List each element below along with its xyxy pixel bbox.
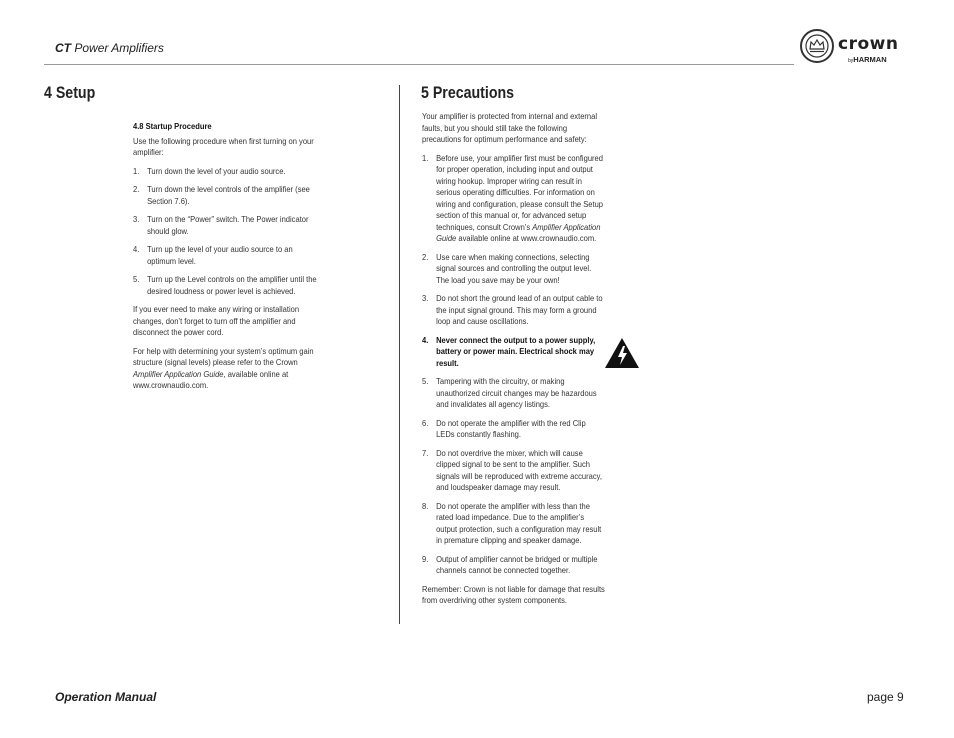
list-item: 3. Do not short the ground lead of an output cable to the input signal ground. This may form a ground loop and cause oscillations.	[422, 293, 603, 326]
column-divider	[399, 85, 400, 624]
gain-help-note: For help with determining your system’s optimum gain structure (signal levels) please refer to the Crown Amplifier Application Guide, available online at www.crownaudio.com.	[133, 345, 314, 390]
list-item: 1. Before use, your amplifier first must be configured for proper operation, including input and output wiring hookup. Improper wiring can result in serious operating difficulties. For information on wiring and configuration, please consult the Setup section of this manual or, for advanced setup techniques, consult Crown’s Amplifier Application Guide available online at www.crownaudio.com.	[422, 152, 603, 243]
footer-manual-title: Operation Manual	[55, 690, 157, 704]
list-item: 2. Turn down the level controls of the amplifier (see Section 7.6).	[133, 184, 310, 206]
wiring-note: If you ever need to make any wiring or installation changes, don’t forget to turn off the amplifier and disconnect the power cord.	[133, 304, 300, 337]
header-rule	[44, 64, 794, 65]
header-brand-prefix: CT	[55, 41, 71, 55]
list-item: 4. Never connect the output to a power supply, battery or power main. Electrical shock may result.	[422, 334, 596, 368]
list-item: 3. Turn on the “Power” switch. The Power indicator should glow.	[133, 214, 309, 236]
footer-page-number: page 9	[867, 690, 904, 704]
precautions-intro: Your amplifier is protected from internal and external faults, but you should still take the following precautions for optimum performance and safety:	[422, 111, 598, 144]
liability-note: Remember: Crown is not liable for damage that results from overdriving other system components.	[422, 583, 605, 605]
list-item: 5. Turn up the Level controls on the amplifier until the desired loudness or power level is achieved.	[133, 274, 317, 296]
precautions-list	[422, 153, 605, 577]
header-title-text: Power Amplifiers	[74, 41, 164, 55]
list-item: 4. Turn up the level of your audio source to an optimum level.	[133, 244, 293, 266]
header-title	[55, 41, 164, 55]
section-title-setup: 4 Setup	[44, 84, 96, 102]
precautions-column	[422, 111, 607, 614]
section-title-precautions: 5 Precautions	[421, 84, 515, 102]
list-item: 2. Use care when making connections, selecting signal sources and controlling the output level. The load you save may be your own!	[422, 251, 592, 285]
list-item: 7. Do not overdrive the mixer, which will cause clipped signal to be sent to the amplifier. Such signals will be reproduced with extreme accuracy, and loudspeaker damage may result.	[422, 447, 602, 492]
list-item: 5. Tampering with the circuitry, or making unauthorized circuit changes may be hazardous and invalidates all agency listings.	[422, 376, 597, 409]
list-item: 8. Do not operate the amplifier with less than the rated load impedance. Due to the amplifier’s output protection, such a configuration may result in premature clipping and speaker damage.	[422, 500, 602, 545]
crown-logo	[800, 29, 915, 67]
startup-steps	[133, 166, 318, 298]
startup-intro: Use the following procedure when first turning on your amplifier:	[133, 135, 314, 157]
list-item: 1. Turn down the level of your audio source.	[133, 165, 286, 176]
logo-wordmark: crown	[838, 34, 899, 54]
list-item: 6. Do not operate the amplifier with the red Clip LEDs constantly flashing.	[422, 417, 586, 439]
setup-column	[133, 121, 338, 399]
list-item: 9. Output of amplifier cannot be bridged or multiple channels cannot be connected together.	[422, 553, 598, 575]
crown-logo-icon	[800, 29, 834, 63]
electrical-shock-warning-icon	[604, 337, 640, 369]
logo-harman: byHARMAN	[848, 55, 887, 64]
subheading-startup: 4.8 Startup Procedure	[133, 121, 212, 131]
